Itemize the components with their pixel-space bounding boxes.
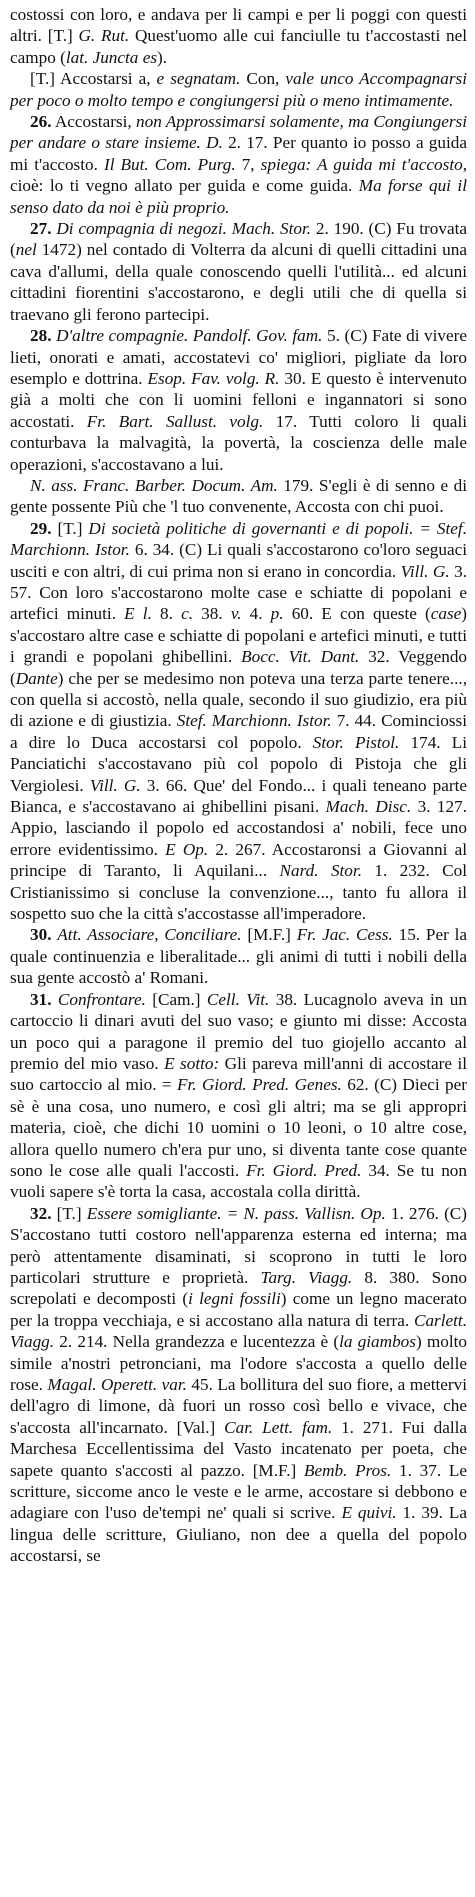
italic-run: Essere somigliante. = N. pass. Vallisn. Op. — [86, 1203, 386, 1223]
text-run: 60. E con queste ( — [283, 604, 431, 624]
text-run: 38. Lucagnolo aveva in un cartoccio li dinari avuti del suo vaso; e giunto mi disse: Accosta un poco qui a paragone il premio del tuo giojello accanto al premio del mio vaso. — [10, 989, 467, 1073]
italic-run: Di compagnia di negozi. Mach. Stor. — [56, 219, 312, 239]
italic-run: Fr. Jac. Cess. — [296, 925, 393, 945]
italic-run: Stef. Marchionn. Istor. — [176, 711, 332, 731]
italic-run: E quivi. — [341, 1503, 397, 1523]
italic-run: Car. Lett. fam. — [224, 1417, 333, 1437]
sense-number: 27. — [30, 219, 52, 239]
text-run: [M.F.] — [241, 925, 297, 945]
text-run: 2. 17. Per quanto io posso a guida mi t'accosto. — [10, 133, 467, 174]
italic-run: nel — [15, 240, 37, 260]
text-run: 6. 34. (C) Li quali s'accostarono co'loro seguaci usciti e con altri, di cui prima non si erano in concordia. — [10, 540, 467, 581]
text-run: 1. 232. Col Cristianissimo si concluse la convenzione..., tanto fu allora il sospetto suo che la città s'accostasse all'imperadore. — [10, 861, 467, 924]
paragraph-4 — [10, 325, 467, 475]
text-run: ) s'accostaro altre case e schiatte di popolani e artefici minuti, e tutti i grandi e popolani ghibellini. — [10, 604, 468, 667]
italic-run: non Approssimarsi solamente, ma Congiungersi per andare o stare insieme. D. — [10, 112, 467, 153]
text-run: Gli pareva mill'anni di accostare il suo cartoccio al mio. = — [10, 1053, 467, 1095]
text-run: , cioè: lo ti vegno allato per guida e come guida. — [10, 154, 467, 196]
text-run: 3. 57. Con loro s'accostarono molte case e schiatte di popolani e artefici minuti. — [10, 561, 468, 624]
text-run: 1472) nel contado di Volterra da alcuni di quelli cittadini una cava d'allumi, della quale conoscendo quelli l'utilità... ed alcuni cittadini fiorentini s'accostarono, e degli utili che di quella si traevano gli ferono partecipi. — [10, 240, 467, 324]
text-run: ) che per se medesimo non poteva una terza parte tenere..., con quella si accostò, nella quale, secondo il suo giudizio, era più di azione e di giustizia. — [10, 668, 467, 731]
sense-number: 31. — [30, 989, 52, 1009]
text-run: 3. 127. Appio, lasciando il popolo ed accostandosi a' nobili, fece uno errore evidentissimo. — [10, 797, 468, 859]
italic-run: Ma forse qui il senso dato da noi è più proprio. — [10, 176, 467, 217]
text-run: 179. S'egli è di senno e di gente possente Più che 'l tuo convenente, Accosta con chi puoi. — [10, 475, 467, 517]
text-run: 8. — [151, 604, 182, 624]
italic-run: Bocc. Vit. Dant. — [241, 647, 360, 667]
text-run: Accostarsi, — [51, 112, 137, 132]
paragraph-6 — [10, 518, 467, 925]
italic-run: c. — [181, 604, 194, 624]
italic-run: Targ. Viagg. — [260, 1267, 353, 1287]
italic-run: Fr. Giord. Pred. Genes. — [177, 1075, 342, 1095]
italic-run: Magal. Operett. var. — [47, 1375, 187, 1394]
text-run: ) come un legno macerato per la troppa vecchiaja, e si accostano alla natura di terra. — [10, 1289, 468, 1330]
text-run: 2. 267. Accostaronsi a Giovanni al principe di Taranto, li Aquilani... — [10, 839, 467, 881]
sense-number: 26. — [30, 112, 52, 132]
italic-run: E l. — [124, 604, 152, 624]
paragraph-2 — [10, 111, 467, 218]
text-run: 1. 39. La lingua delle scritture, Giuliano, non dee a quella del popolo accostarsi, se — [10, 1503, 467, 1566]
italic-run: Esop. Fav. volg. R. — [147, 368, 280, 388]
italic-run: Confrontare. — [57, 989, 146, 1009]
text-run: [Cam.] — [145, 989, 207, 1009]
italic-run: E Op. — [165, 839, 209, 859]
italic-run: Vill. G. — [400, 561, 450, 581]
italic-run: G. Rut. — [78, 26, 130, 46]
paragraph-3 — [10, 218, 467, 325]
text-run: 1. 276. (C) S'accostano tutti costoro nell'apparenza esterna ed interna; ma però attentamente disaminati, si scoprono in tutti le loro particolari strutture e proprietà. — [10, 1203, 467, 1287]
text-run: 1. 37. Le scritture, siccome anco le veste e le arme, accostare si debbono e adagiare con l'uso de'tempi ne' quali si scrive. — [10, 1460, 467, 1523]
sense-number: 29. — [30, 518, 52, 538]
italic-run: N. ass. Franc. Barber. Docum. Am. — [30, 475, 278, 495]
text-run: [T.] Accostarsi a, — [30, 69, 157, 89]
text-run: 7. 44. Cominciossi a dire lo Duca accostarsi col popolo. — [10, 711, 468, 752]
text-run: Quest'uomo alle cui fanciulle tu t'accostasti nel campo ( — [10, 26, 468, 67]
text-run: 15. Per la quale continuenzia e liberalitade... gli animi di tutti i nobili della sua gente accostò a' Romani. — [10, 925, 468, 988]
sense-number: 32. — [30, 1203, 52, 1223]
text-run: [T.] — [51, 1203, 87, 1223]
text-run: 174. Li Panciatichi s'accostavano più col popolo di Pistoja che gli Vergiolesi. — [10, 732, 467, 795]
italic-run: vale unco Accompagnarsi per poco o molto tempo e congiungersi più o meno intimamente. — [10, 69, 467, 110]
italic-run: Nard. Stor. — [279, 861, 362, 881]
text-run: 38. — [193, 604, 231, 624]
italic-run: Il But. Com. Purg. — [103, 154, 236, 174]
italic-run: Carlett. Viagg. — [10, 1310, 467, 1352]
italic-run: Dante — [15, 668, 58, 688]
italic-run: e segnatam. — [156, 69, 241, 89]
text-run: 1. 271. Fui dalla Marchesa Eccellentissima del Vasto incatenato per poeta, che sapete quanto s'accosti al pazzo. [M.F.] — [10, 1417, 467, 1480]
text-run: 2. 190. (C) Fu trovata ( — [10, 219, 467, 260]
text-run: 5. (C) Fate di vivere lieti, onorati e amati, accostatevi co' migliori, pigliate da loro esemplo e dottrina. — [10, 326, 468, 388]
text-run: 3. 66. Que' del Fondo... i quali teneano parte Bianca, e s'accostavano ai ghibellini pisani. — [10, 775, 467, 817]
text-run: 62. (C) Dieci per sè è una cosa, uno numero, e così gli altri; ma se gli appropri materia, cioè, che dichi 10 uomini o 10 leoni, o 10 altre cose, allora quello numero ch'era pur uno, si diventa tante cose quante sono le cose alle quali l'accosti. — [10, 1075, 467, 1180]
text-run: 34. Se tu non vuoli sapere s'è torta la casa, accostala colla dirittà. — [10, 1160, 467, 1202]
italic-run: Mach. Disc. — [325, 797, 412, 817]
paragraph-5 — [10, 475, 467, 518]
text-run: 7, — [235, 154, 261, 174]
text-run: 8. 380. Sono screpolati e decomposti ( — [10, 1267, 468, 1309]
sense-number: 28. — [30, 326, 52, 346]
paragraph-7 — [10, 924, 467, 988]
italic-run: E sotto: — [164, 1053, 220, 1073]
italic-run: Vill. G. — [89, 775, 141, 795]
italic-run: lat. Juncta es — [65, 47, 158, 67]
italic-run: Bemb. Pros. — [303, 1460, 392, 1480]
italic-run: i legni fossili — [188, 1289, 281, 1309]
text-run: Con, — [240, 69, 286, 89]
text-run: costossi con loro, e andava per li campi e per li poggi con questi altri. [T.] — [10, 5, 467, 46]
text-run: 32. Veggendo ( — [10, 647, 468, 688]
italic-run: la giambos — [339, 1332, 416, 1352]
italic-run: Fr. Giord. Pred. — [246, 1160, 362, 1180]
text-run: 2. 214. Nella grandezza e lucentezza è ( — [54, 1332, 340, 1352]
paragraph-8 — [10, 989, 467, 1203]
italic-run: D'altre compagnie. Pandolf. Gov. fam. — [56, 326, 323, 346]
paragraph-0 — [10, 4, 467, 68]
sense-number: 30. — [30, 925, 52, 945]
text-run: 17. Tutti coloro li quali conturbava la malvagità, la povertà, la coscienza delle male operazioni, s'accostavano a lui. — [10, 411, 467, 474]
italic-run: spiega: A guida mi t'accosto — [260, 154, 463, 174]
paragraph-1 — [10, 68, 467, 111]
text-run: 30. E questo è intervenuto già a molti che con li uomini felloni e ingannatori si sono accostati. — [10, 368, 467, 431]
italic-run: v. — [230, 604, 242, 624]
text-run: ). — [157, 47, 168, 67]
italic-run: Att. Associare, Conciliare. — [57, 925, 242, 945]
text-run: [T.] — [51, 518, 89, 538]
italic-run: p. — [270, 604, 284, 624]
text-run: 4. — [241, 604, 271, 624]
italic-run: Cell. Vit. — [206, 989, 270, 1009]
paragraph-9 — [10, 1203, 467, 1567]
italic-run: Stor. Pistol. — [312, 732, 400, 752]
text-run: ) molto simile a'nostri petronciani, ma l'odore s'accosta a quello delle rose. — [10, 1332, 467, 1394]
italic-run: case — [430, 604, 462, 624]
italic-run: Di società politiche di governanti e di popoli. = Stef. Marchionn. Istor. — [10, 518, 468, 560]
italic-run: Fr. Bart. Sallust. volg. — [86, 411, 264, 431]
text-run: 45. La bollitura del suo fiore, a mettervi dell'agro di limone, dà fuori un rosso così bello e vivace, che s'accosta all'incarnato. [Val.] — [10, 1375, 467, 1437]
